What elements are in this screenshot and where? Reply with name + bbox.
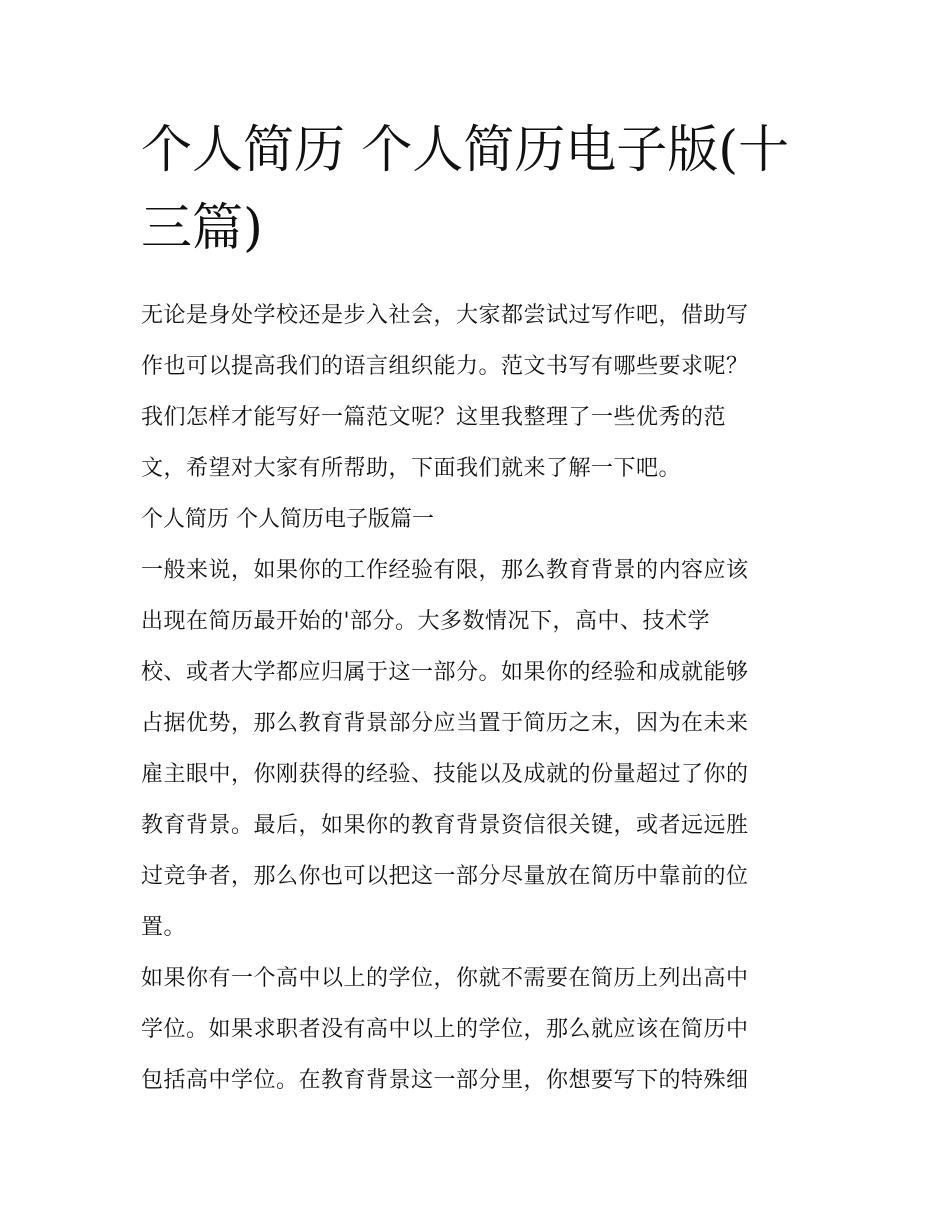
body-paragraph-1 — [141, 545, 811, 953]
text-line: 校、或者大学都应归属于这一部分。如果你的经验和成就能够 — [141, 660, 749, 685]
text-line: 占据优势，那么教育背景部分应当置于简历之末，因为在未来 — [141, 711, 749, 736]
document-body — [141, 290, 811, 1106]
text-line: 包括高中学位。在教育背景这一部分里，你想要写下的特殊细 — [141, 1068, 749, 1093]
section-heading: 个人简历 个人简历电子版篇一 — [141, 507, 434, 532]
title-line: 个人简历 个人简历电子版(十 — [141, 121, 790, 180]
text-line: 我们怎样才能写好一篇范文呢？这里我整理了一些优秀的范 — [141, 405, 727, 430]
text-line: 学位。如果求职者没有高中以上的学位，那么就应该在简历中 — [141, 1017, 749, 1042]
intro-paragraph — [141, 290, 811, 494]
text-line: 无论是身处学校还是步入社会，大家都尝试过写作吧，借助写 — [141, 303, 749, 328]
text-line: 雇主眼中，你刚获得的经验、技能以及成就的份量超过了你的 — [141, 762, 749, 787]
document-page — [141, 112, 811, 1106]
text-line: 一般来说，如果你的工作经验有限，那么教育背景的内容应该 — [141, 558, 749, 583]
text-line: 文，希望对大家有所帮助，下面我们就来了解一下吧。 — [141, 456, 682, 481]
text-line: 如果你有一个高中以上的学位，你就不需要在简历上列出高中 — [141, 966, 749, 991]
document-title — [141, 112, 811, 268]
title-line: 三篇) — [141, 199, 263, 258]
text-line: 过竞争者，那么你也可以把这一部分尽量放在简历中靠前的位 — [141, 864, 749, 889]
text-line: 作也可以提高我们的语言组织能力。范文书写有哪些要求呢？ — [141, 354, 749, 379]
text-line: 出现在简历最开始的'部分。大多数情况下，高中、技术学 — [141, 609, 711, 634]
body-paragraph-2 — [141, 953, 811, 1106]
text-line: 置。 — [141, 915, 187, 940]
text-line: 教育背景。最后，如果你的教育背景资信很关键，或者远远胜 — [141, 813, 749, 838]
